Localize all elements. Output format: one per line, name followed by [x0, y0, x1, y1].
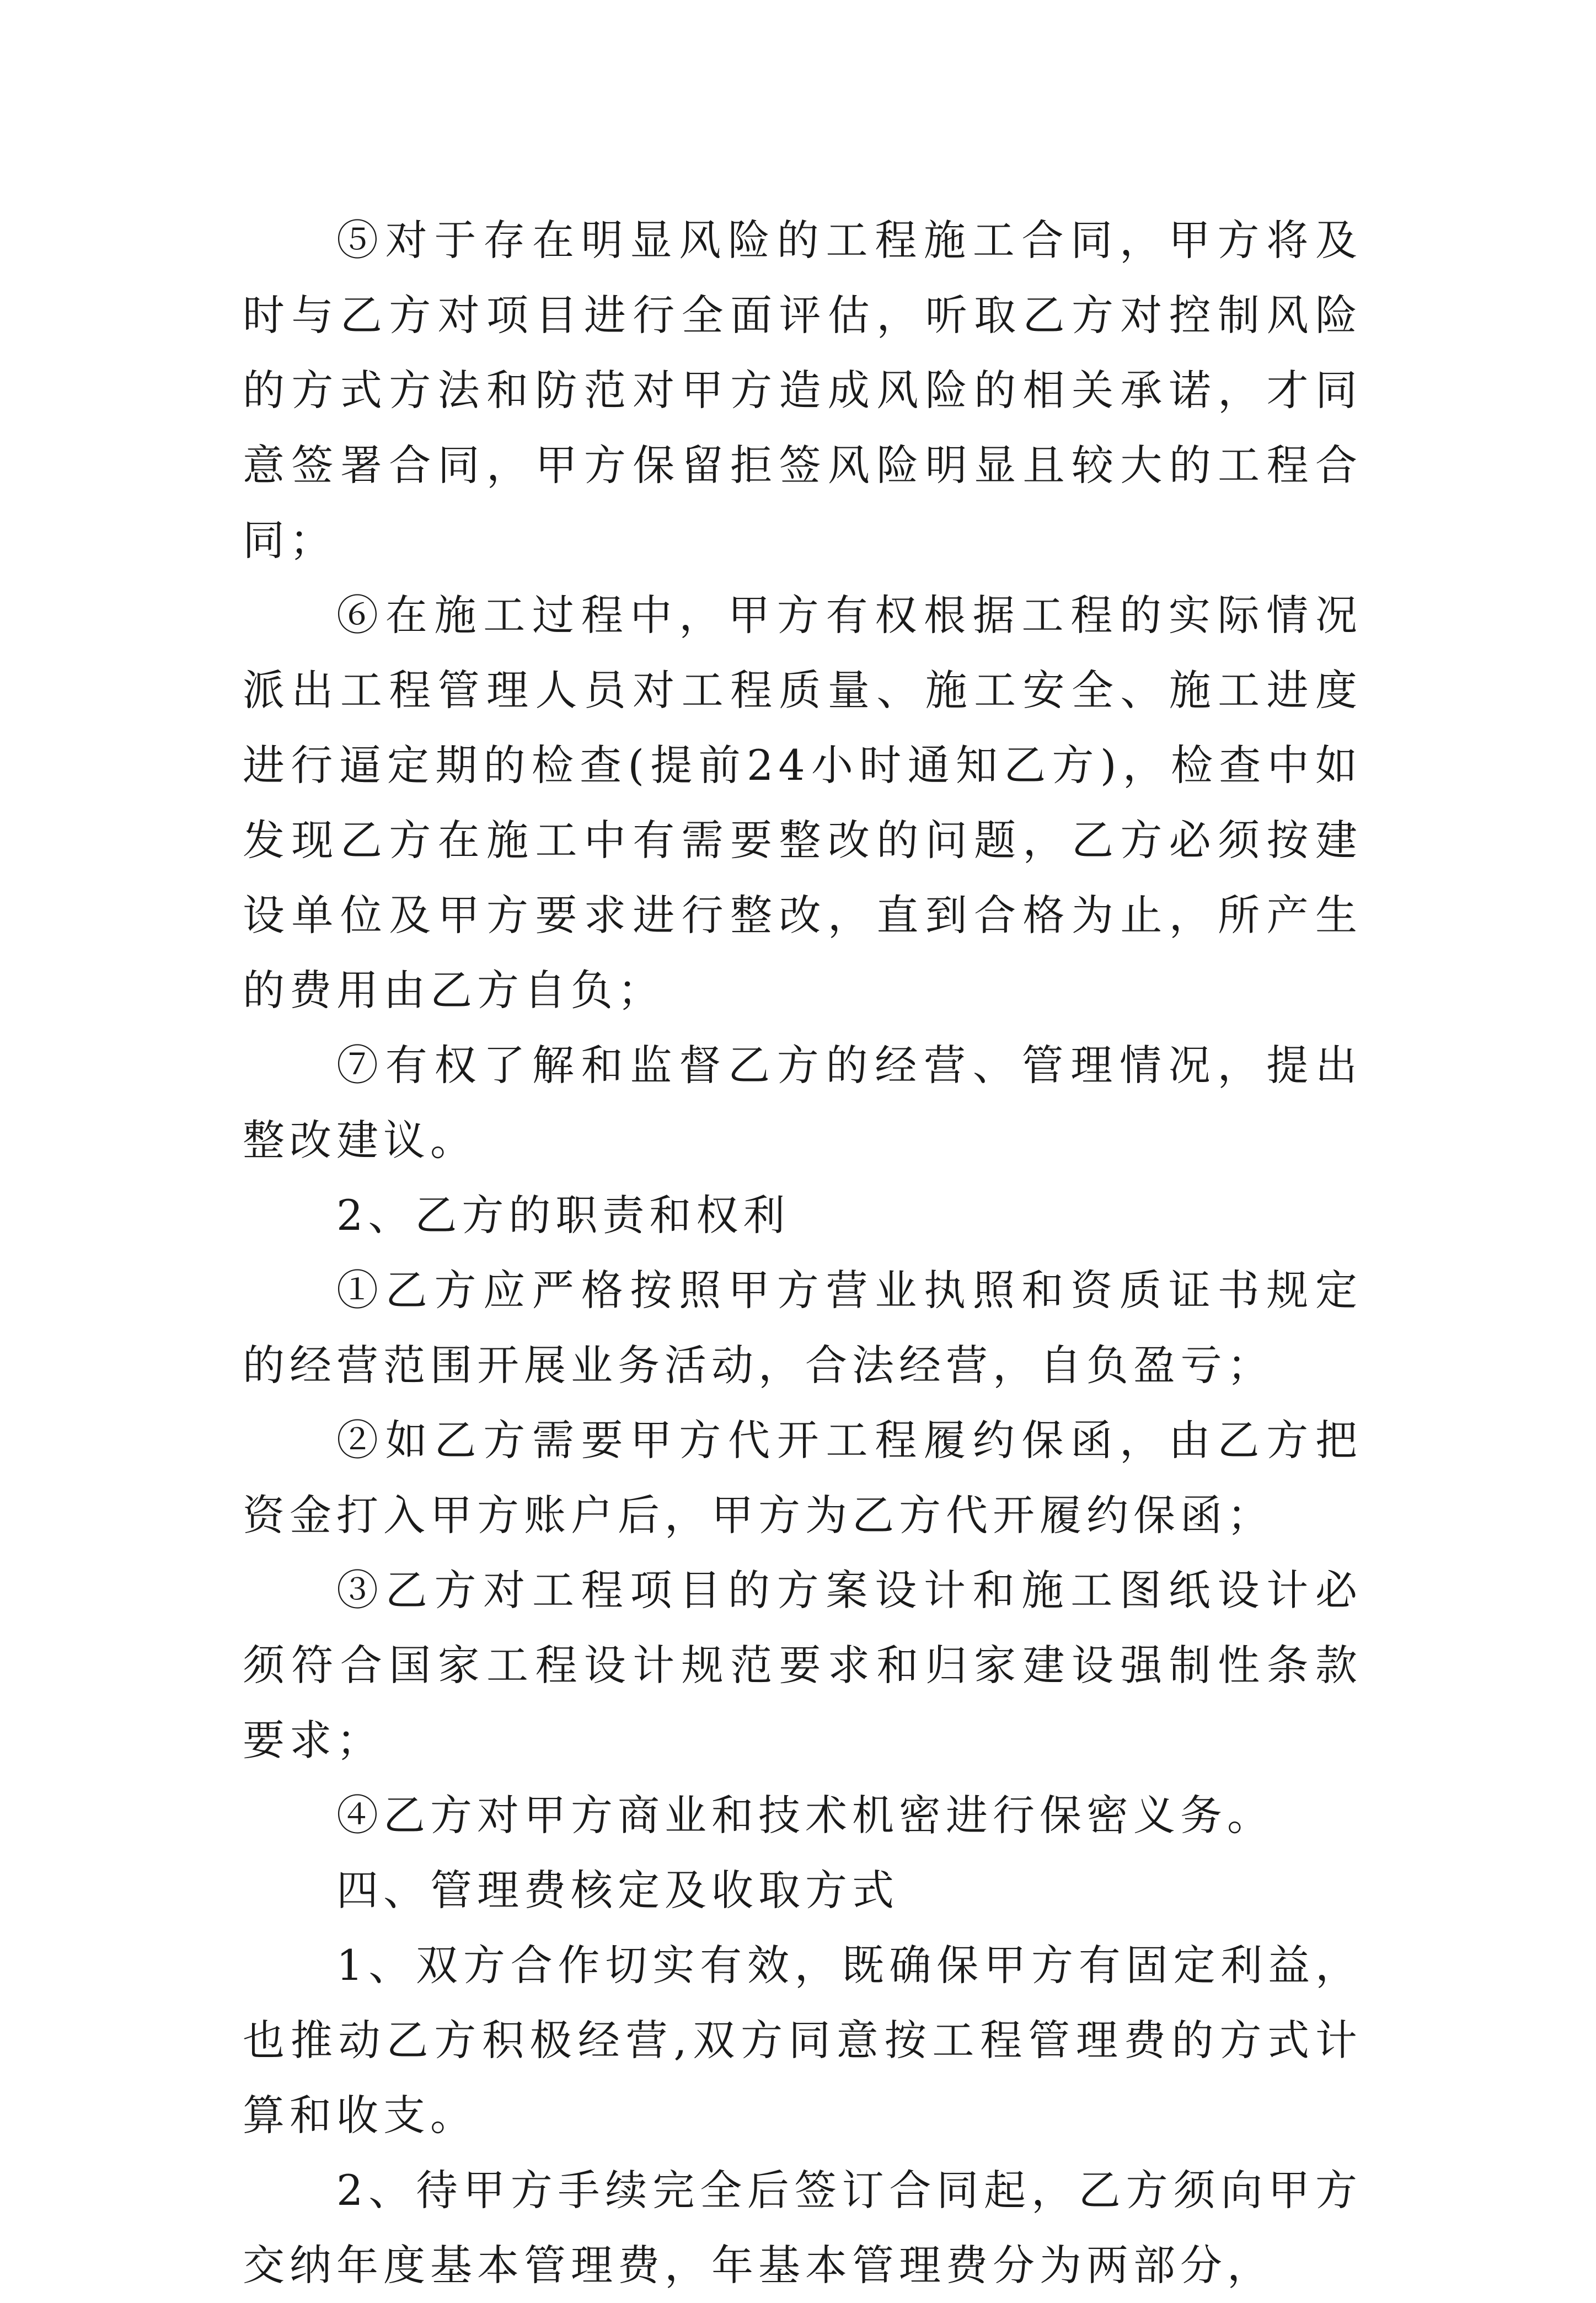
paragraph-party-b-4: ④乙方对甲方商业和技术机密进行保密义务。 [336, 1791, 1274, 1840]
section-heading-party-b-duties: 2、乙方的职责和权利 [336, 1191, 790, 1240]
paragraph-party-b-2: ②如乙方需要甲方代开工程履约保函，由乙方把资金打入甲方账户后，甲方为乙方代开履约保函； [243, 1416, 1362, 1540]
paragraph-clause-7: ⑦有权了解和监督乙方的经营、管理情况，提出整改建议。 [243, 1041, 1362, 1165]
paragraph-fee-1: 1、双方合作切实有效，既确保甲方有固定利益，也推动乙方积极经营,双方同意按工程管理费的方式计算和收支。 [243, 1941, 1362, 2140]
paragraph-fee-2: 2、待甲方手续完全后签订合同起，乙方须向甲方交纳年度基本管理费，年基本管理费分为两部分， [243, 2166, 1362, 2290]
section-heading-management-fee: 四、管理费核定及收取方式 [336, 1866, 899, 1915]
paragraph-party-b-3: ③乙方对工程项目的方案设计和施工图纸设计必须符合国家工程设计规范要求和归家建设强制性条款要求； [243, 1566, 1362, 1765]
paragraph-party-b-1: ①乙方应严格按照甲方营业执照和资质证书规定的经营范围开展业务活动，合法经营，自负盈亏； [243, 1266, 1362, 1390]
paragraph-clause-5: ⑤对于存在明显风险的工程施工合同，甲方将及时与乙方对项目进行全面评估，听取乙方对控制风险的方式方法和防范对甲方造成风险的相关承诺，才同意签署合同，甲方保留拒签风险明显且较大的工程合同； [243, 216, 1362, 565]
document-body [243, 203, 1362, 2303]
paragraph-clause-6: ⑥在施工过程中，甲方有权根据工程的实际情况派出工程管理人员对工程质量、施工安全、施工进度进行逼定期的检查(提前24小时通知乙方)，检查中如发现乙方在施工中有需要整改的问题，乙方必须按建设单位及甲方要求进行整改，直到合格为止，所产生的费用由乙方自负； [243, 591, 1362, 1015]
